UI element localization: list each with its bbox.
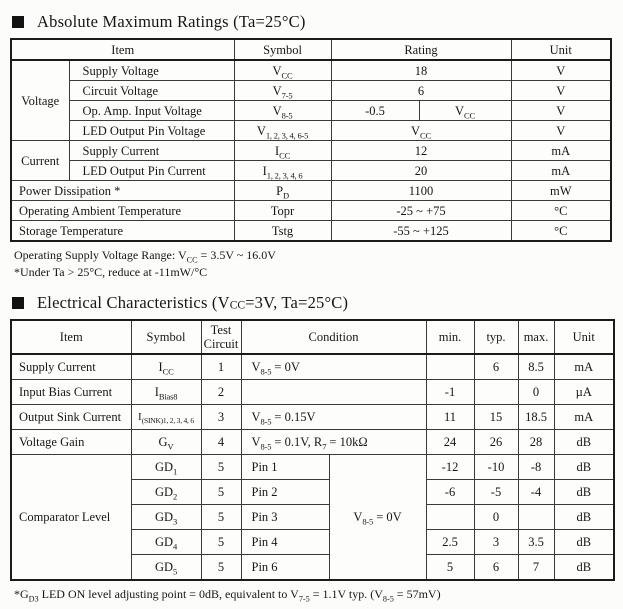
rating-max-cell: $V_{CC}$ xyxy=(419,101,511,121)
min-cell: -1 xyxy=(426,380,474,405)
unit-cell: °C xyxy=(511,201,611,221)
footnote: Operating Supply Voltage Range: $V_{CC} = 3.5V$ ~ 16.0V xyxy=(14,248,276,265)
symbol-cell: $I_{CC}$ xyxy=(131,354,201,380)
symbol-cell: $I_{(SINK)1, 2, 3, 4, 6}$ xyxy=(131,405,201,430)
item-cell: Supply Voltage xyxy=(69,60,234,81)
symbol-cell: $P_D$ xyxy=(234,181,331,201)
unit-cell: V xyxy=(511,81,611,101)
section-title xyxy=(12,12,615,32)
symbol-cell: $GD_3$ xyxy=(131,505,201,530)
symbol-cell: Tstg xyxy=(234,221,331,242)
rating-min-cell: -0.5 xyxy=(331,101,419,121)
unit-cell: µA xyxy=(554,380,614,405)
table-row xyxy=(11,161,611,181)
rating-cell: -55 ~ +125 xyxy=(331,221,511,242)
max-cell: 0 xyxy=(518,380,554,405)
max-cell: 28 xyxy=(518,430,554,455)
table-row xyxy=(11,221,611,242)
symbol-cell: Topr xyxy=(234,201,331,221)
condition-cell: $V_{8-5} = 0.15V$ xyxy=(241,405,426,430)
typ-cell: -5 xyxy=(474,480,518,505)
unit-cell: V xyxy=(511,60,611,81)
group-cell: Comparator Level xyxy=(11,455,131,581)
section-title-text: Absolute Maximum Ratings (Ta=25°C) xyxy=(37,12,306,31)
condition-cell: $V_{8-5} = 0.1V$, $R_7 = 10k\Omega$ xyxy=(241,430,426,455)
item-cell: Circuit Voltage xyxy=(69,81,234,101)
table-row xyxy=(11,121,611,141)
typ-cell: -10 xyxy=(474,455,518,480)
max-cell: 8.5 xyxy=(518,354,554,380)
item-cell: Supply Current xyxy=(69,141,234,161)
max-cell: 3.5 xyxy=(518,530,554,555)
rating-cell: -25 ~ +75 xyxy=(331,201,511,221)
min-cell: 5 xyxy=(426,555,474,581)
item-cell: Supply Current xyxy=(11,354,131,380)
unit-cell: °C xyxy=(511,221,611,242)
unit-cell: dB xyxy=(554,480,614,505)
test-circuit-cell: 5 xyxy=(201,555,241,581)
test-circuit-cell: 5 xyxy=(201,480,241,505)
col-header-item: Item xyxy=(11,39,234,60)
min-cell: 11 xyxy=(426,405,474,430)
test-circuit-cell: 5 xyxy=(201,455,241,480)
group-cell: Voltage xyxy=(11,60,69,141)
item-cell: LED Output Pin Current xyxy=(69,161,234,181)
min-cell: -12 xyxy=(426,455,474,480)
unit-cell: mA xyxy=(511,161,611,181)
col-header-symbol: Symbol xyxy=(131,320,201,354)
unit-cell: mA xyxy=(511,141,611,161)
test-circuit-cell: 1 xyxy=(201,354,241,380)
item-cell: Input Bias Current xyxy=(11,380,131,405)
unit-cell: mA xyxy=(554,354,614,380)
footnote: *Under Ta > 25°C, reduce at -11mW/°C xyxy=(14,264,208,279)
pin-cell: Pin 6 xyxy=(241,555,329,581)
table-row xyxy=(11,405,614,430)
unit-cell: dB xyxy=(554,455,614,480)
max-cell xyxy=(518,505,554,530)
col-header-test-circuit: Test Circuit xyxy=(201,320,241,354)
unit-cell: dB xyxy=(554,555,614,581)
rating-cell: 12 xyxy=(331,141,511,161)
item-cell: LED Output Pin Voltage xyxy=(69,121,234,141)
item-cell: Op. Amp. Input Voltage xyxy=(69,101,234,121)
table-row xyxy=(11,430,614,455)
table-row xyxy=(11,201,611,221)
symbol-cell: $G_V$ xyxy=(131,430,201,455)
col-header-typ: typ. xyxy=(474,320,518,354)
rating-cell: 18 xyxy=(331,60,511,81)
table-row xyxy=(11,101,611,121)
pin-cell: Pin 1 xyxy=(241,455,329,480)
abs-max-ratings-table xyxy=(10,38,612,242)
unit-cell: mA xyxy=(554,405,614,430)
group-cell: Current xyxy=(11,141,69,181)
header-row xyxy=(11,320,614,354)
electrical-characteristics-table xyxy=(10,319,615,581)
test-circuit-cell: 4 xyxy=(201,430,241,455)
min-cell xyxy=(426,354,474,380)
unit-cell: dB xyxy=(554,505,614,530)
symbol-cell: $GD_2$ xyxy=(131,480,201,505)
typ-cell xyxy=(474,380,518,405)
col-header-unit: Unit xyxy=(554,320,614,354)
table-row xyxy=(11,455,614,480)
table-row xyxy=(11,60,611,81)
item-cell: Output Sink Current xyxy=(11,405,131,430)
typ-cell: 6 xyxy=(474,555,518,581)
max-cell: 18.5 xyxy=(518,405,554,430)
symbol-cell: $V_{7-5}$ xyxy=(234,81,331,101)
square-bullet-icon xyxy=(12,16,24,28)
condition-cell: $V_{8-5} = 0V$ xyxy=(329,455,426,581)
typ-cell: 26 xyxy=(474,430,518,455)
col-header-item: Item xyxy=(11,320,131,354)
table-row xyxy=(11,141,611,161)
rating-cell: 1100 xyxy=(331,181,511,201)
symbol-cell: $GD_5$ xyxy=(131,555,201,581)
table-row xyxy=(11,380,614,405)
min-cell: -6 xyxy=(426,480,474,505)
footnote: $*G_{D3}$ LED ON level adjusting point = 0dB, equivalent to $V_{7-5} = 1.1V$ typ. $(V_{8-5} = 57mV)$ xyxy=(14,587,441,604)
col-header-max: max. xyxy=(518,320,554,354)
section-title xyxy=(12,293,615,313)
col-header-min: min. xyxy=(426,320,474,354)
max-cell: 7 xyxy=(518,555,554,581)
rating-cell: 6 xyxy=(331,81,511,101)
square-bullet-icon xyxy=(12,297,24,309)
item-cell: Voltage Gain xyxy=(11,430,131,455)
test-circuit-cell: 5 xyxy=(201,505,241,530)
table-row xyxy=(11,81,611,101)
rating-cell: $V_{CC}$ xyxy=(331,121,511,141)
max-cell: -8 xyxy=(518,455,554,480)
typ-cell: 3 xyxy=(474,530,518,555)
abs-max-footnotes xyxy=(14,247,615,280)
pin-cell: Pin 3 xyxy=(241,505,329,530)
symbol-cell: $V_{1, 2, 3, 4, 6-5}$ xyxy=(234,121,331,141)
symbol-cell: $I_{1, 2, 3, 4, 6}$ xyxy=(234,161,331,181)
symbol-cell: $V_{CC}$ xyxy=(234,60,331,81)
symbol-cell: $I_{Bias8}$ xyxy=(131,380,201,405)
min-cell: 2.5 xyxy=(426,530,474,555)
unit-cell: V xyxy=(511,101,611,121)
min-cell: 24 xyxy=(426,430,474,455)
col-header-condition: Condition xyxy=(241,320,426,354)
item-cell: Storage Temperature xyxy=(11,221,234,242)
unit-cell: V xyxy=(511,121,611,141)
pin-cell: Pin 2 xyxy=(241,480,329,505)
typ-cell: 0 xyxy=(474,505,518,530)
item-cell: Power Dissipation * xyxy=(11,181,234,201)
symbol-cell: $I_{CC}$ xyxy=(234,141,331,161)
unit-cell: dB xyxy=(554,430,614,455)
typ-cell: 15 xyxy=(474,405,518,430)
symbol-cell: $GD_1$ xyxy=(131,455,201,480)
test-circuit-cell: 3 xyxy=(201,405,241,430)
max-cell: -4 xyxy=(518,480,554,505)
section-electrical-characteristics xyxy=(10,293,615,603)
min-cell xyxy=(426,505,474,530)
symbol-cell: $GD_4$ xyxy=(131,530,201,555)
col-header-rating: Rating xyxy=(331,39,511,60)
table-row xyxy=(11,181,611,201)
symbol-cell: $V_{8-5}$ xyxy=(234,101,331,121)
section-absolute-maximum-ratings xyxy=(10,12,615,280)
unit-cell: mW xyxy=(511,181,611,201)
pin-cell: Pin 4 xyxy=(241,530,329,555)
unit-cell: dB xyxy=(554,530,614,555)
typ-cell: 6 xyxy=(474,354,518,380)
condition-cell: $V_{8-5} = 0V$ xyxy=(241,354,426,380)
elec-footnotes xyxy=(14,586,615,603)
rating-cell: 20 xyxy=(331,161,511,181)
test-circuit-cell: 2 xyxy=(201,380,241,405)
item-cell: Operating Ambient Temperature xyxy=(11,201,234,221)
condition-cell xyxy=(241,380,426,405)
table-row xyxy=(11,354,614,380)
test-circuit-cell: 5 xyxy=(201,530,241,555)
col-header-unit: Unit xyxy=(511,39,611,60)
header-row xyxy=(11,39,611,60)
col-header-symbol: Symbol xyxy=(234,39,331,60)
section-title-text: Electrical Characteristics ($V_{CC}=3V$, Ta=25°C) xyxy=(37,293,349,313)
